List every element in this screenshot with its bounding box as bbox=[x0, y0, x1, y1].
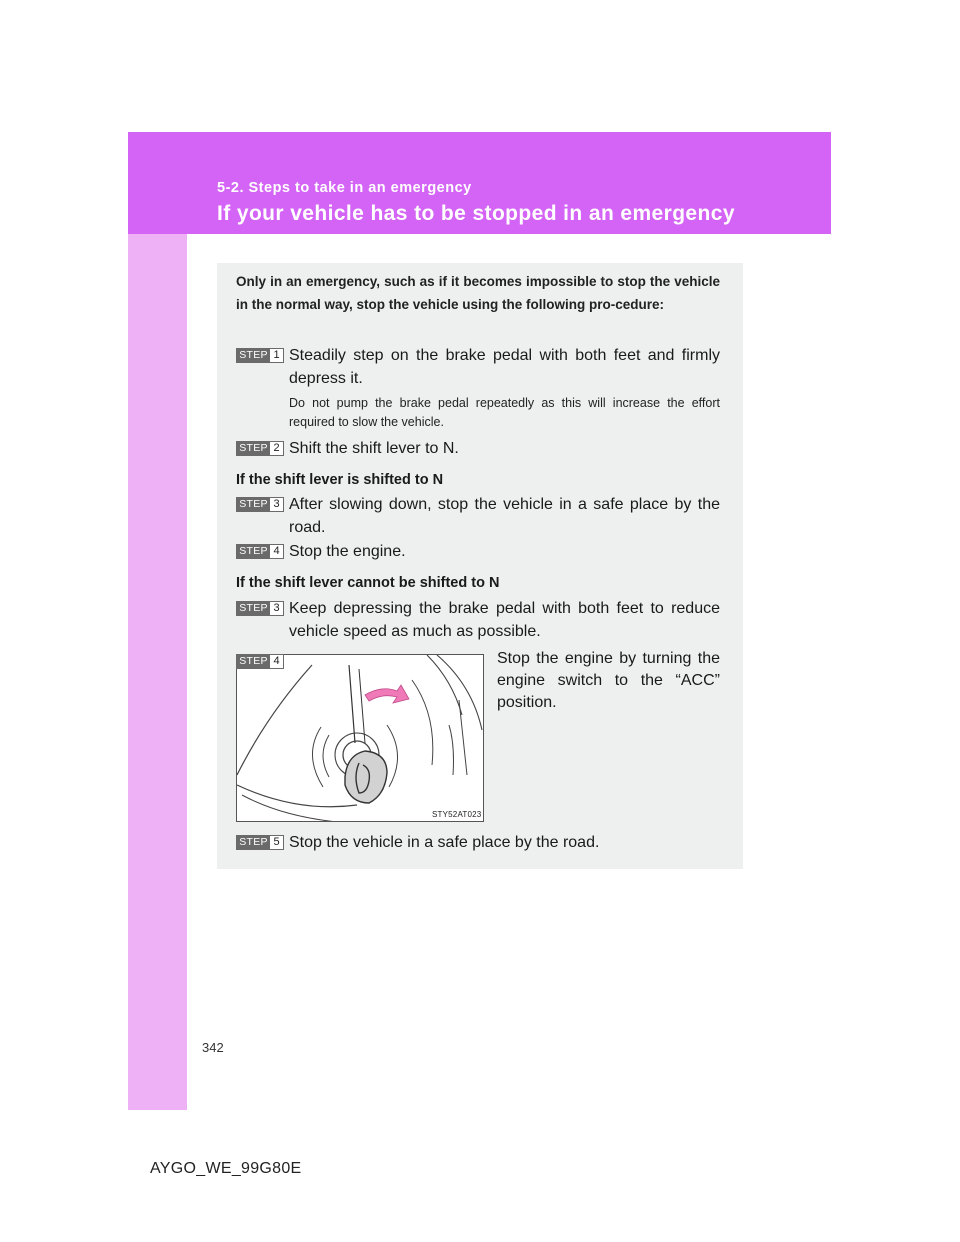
step-word: STEP bbox=[237, 545, 270, 558]
step-word: STEP bbox=[237, 498, 270, 511]
step-number: 3 bbox=[273, 498, 280, 510]
step-word: STEP bbox=[237, 442, 270, 455]
step-word: STEP bbox=[237, 836, 270, 849]
condition-heading-2: If the shift lever cannot be shifted to N bbox=[236, 575, 500, 591]
key-turn-drawing bbox=[237, 655, 484, 822]
step-3a-text: After slowing down, stop the vehicle in a safe place by the road. bbox=[289, 496, 720, 536]
step-word: STEP bbox=[237, 602, 270, 615]
step-3b-text: Keep depressing the brake pedal with both feet to reduce vehicle speed as much as possible. bbox=[289, 600, 720, 640]
section-label: 5-2. Steps to take in an emergency bbox=[217, 180, 472, 196]
ignition-key-illustration bbox=[236, 654, 484, 822]
step-badge-4a bbox=[236, 544, 284, 559]
intro-paragraph: Only in an emergency, such as if it becomes impossible to stop the vehicle in the normal way, stop the vehicle using the following pro-cedure: bbox=[236, 274, 720, 312]
step-number: 2 bbox=[273, 442, 280, 454]
step-4a-text: Stop the engine. bbox=[289, 543, 406, 560]
step-badge-4b bbox=[236, 654, 284, 669]
document-code: AYGO_WE_99G80E bbox=[150, 1160, 302, 1177]
step-1-text: Steadily step on the brake pedal with both feet and firmly depress it. bbox=[289, 347, 720, 387]
step-badge-5 bbox=[236, 835, 284, 850]
step-badge-1 bbox=[236, 348, 284, 363]
side-color-strip bbox=[128, 132, 187, 1110]
step-5-text: Stop the vehicle in a safe place by the road. bbox=[289, 834, 600, 851]
step-badge-3b bbox=[236, 601, 284, 616]
step-2-text: Shift the shift lever to N. bbox=[289, 440, 459, 457]
step-badge-2 bbox=[236, 441, 284, 456]
step-number: 4 bbox=[273, 545, 280, 557]
step-1-note: Do not pump the brake pedal repeatedly as this will increase the effort required to slow the vehicle. bbox=[289, 396, 720, 429]
step-number: 1 bbox=[273, 349, 280, 361]
page-number: 342 bbox=[202, 1040, 224, 1055]
condition-heading-1: If the shift lever is shifted to N bbox=[236, 472, 444, 488]
page-title: If your vehicle has to be stopped in an emergency bbox=[217, 202, 735, 225]
step-word: STEP bbox=[237, 655, 270, 668]
figure-code: STY52AT023 bbox=[432, 810, 482, 819]
step-badge-3a bbox=[236, 497, 284, 512]
step-number: 5 bbox=[273, 836, 280, 848]
step-number: 3 bbox=[273, 602, 280, 614]
step-word: STEP bbox=[237, 349, 270, 362]
step-4b-text: Stop the engine by turning the engine switch to the “ACC” position. bbox=[497, 650, 720, 711]
step-number: 4 bbox=[273, 655, 280, 667]
